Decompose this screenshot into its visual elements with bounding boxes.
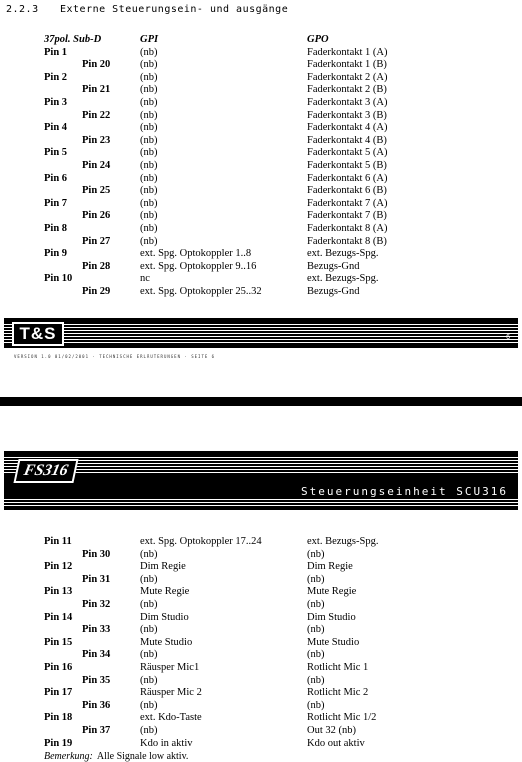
pin-cell: Pin 23 <box>82 134 111 146</box>
table-body-page2 <box>44 536 514 750</box>
gpo-cell: Faderkontakt 8 (B) <box>307 235 387 247</box>
gpi-cell: (nb) <box>140 573 158 585</box>
gpi-header: GPI <box>140 34 159 45</box>
table-row <box>44 198 514 211</box>
pin-cell: Pin 36 <box>82 699 111 711</box>
gpo-cell: (nb) <box>307 649 325 661</box>
section-title: Externe Steuerungsein- und ausgänge <box>60 4 289 15</box>
pin-cell: Pin 13 <box>44 586 73 598</box>
gpo-cell: Faderkontakt 4 (B) <box>307 134 387 146</box>
gpo-cell: Faderkontakt 1 (B) <box>307 59 387 71</box>
gpi-cell: (nb) <box>140 71 158 83</box>
gpo-cell: Rotlicht Mic 1/2 <box>307 712 377 724</box>
pin-cell: Pin 7 <box>44 197 68 209</box>
table-row <box>44 160 514 173</box>
table-row <box>44 72 514 85</box>
gpo-cell: (nb) <box>307 674 325 686</box>
gpo-cell: Faderkontakt 1 (A) <box>307 46 388 58</box>
gpo-header: GPO <box>307 34 329 45</box>
table-row <box>44 210 514 223</box>
gpo-cell: Rotlicht Mic 1 <box>307 661 369 673</box>
pin-cell: Pin 11 <box>44 536 72 547</box>
gpi-cell: Mute Studio <box>140 636 193 648</box>
pin-cell: Pin 35 <box>82 674 111 686</box>
gpi-cell: (nb) <box>140 159 158 171</box>
header-band <box>4 451 518 510</box>
pin-cell: Pin 12 <box>44 561 73 573</box>
gpo-cell: Dim Studio <box>307 611 356 623</box>
pin-cell: Pin 4 <box>44 122 68 134</box>
gpo-cell: Mute Studio <box>307 636 360 648</box>
gpi-cell: ext. Spg. Optokoppler 25..32 <box>140 285 262 297</box>
pin-cell: Pin 14 <box>44 611 73 623</box>
unit-name: Steuerungseinheit SCU316 <box>301 485 508 498</box>
table-row <box>44 236 514 249</box>
pin-cell: Pin 6 <box>44 172 68 184</box>
pin-cell: Pin 15 <box>44 636 73 648</box>
gpi-cell: Mute Regie <box>140 586 190 598</box>
table-row <box>44 147 514 160</box>
table-row <box>44 662 514 675</box>
table-row <box>44 687 514 700</box>
table-row <box>44 173 514 186</box>
page-divider <box>0 397 522 406</box>
connector-header: 37pol. Sub-D <box>44 34 102 45</box>
footer-band <box>4 318 518 348</box>
table-row <box>44 675 514 688</box>
pin-cell: Pin 28 <box>82 260 111 272</box>
table-row <box>44 536 514 549</box>
gpi-cell: (nb) <box>140 598 158 610</box>
remark-label: Bemerkung: <box>44 751 93 762</box>
gpo-cell: Faderkontakt 7 (A) <box>307 197 388 209</box>
table-row <box>44 273 514 286</box>
gpo-cell: Faderkontakt 4 (A) <box>307 122 388 134</box>
pin-cell: Pin 30 <box>82 548 111 560</box>
pin-cell: Pin 27 <box>82 235 111 247</box>
gpi-cell: Dim Studio <box>140 611 189 623</box>
gpi-cell: (nb) <box>140 649 158 661</box>
pin-cell: Pin 33 <box>82 624 111 636</box>
gpi-cell: (nb) <box>140 624 158 636</box>
remark <box>44 751 188 762</box>
gpo-cell: (nb) <box>307 624 325 636</box>
gpi-cell: (nb) <box>140 235 158 247</box>
table-row <box>44 637 514 650</box>
table-row <box>44 110 514 123</box>
gpi-cell: (nb) <box>140 122 158 134</box>
pin-cell: Pin 29 <box>82 285 111 297</box>
pin-cell: Pin 34 <box>82 649 111 661</box>
table-row <box>44 586 514 599</box>
table-row <box>44 738 514 751</box>
gpi-cell: (nb) <box>140 46 158 58</box>
gpi-cell: Dim Regie <box>140 561 186 573</box>
table-row <box>44 574 514 587</box>
table-row <box>44 135 514 148</box>
table-row <box>44 223 514 236</box>
pin-cell: Pin 24 <box>82 159 111 171</box>
gpo-cell: Faderkontakt 3 (A) <box>307 96 388 108</box>
gpo-cell: Faderkontakt 3 (B) <box>307 109 387 121</box>
table-row <box>44 561 514 574</box>
pin-cell: Pin 17 <box>44 687 73 699</box>
pin-cell: Pin 8 <box>44 222 68 234</box>
gpi-cell: (nb) <box>140 548 158 560</box>
gpo-cell: Faderkontakt 2 (A) <box>307 71 388 83</box>
gpo-cell: (nb) <box>307 598 325 610</box>
gpo-cell: (nb) <box>307 573 325 585</box>
page-number: 6 <box>506 334 510 341</box>
gpo-cell: Rotlicht Mic 2 <box>307 687 369 699</box>
gpo-cell: ext. Bezugs-Spg. <box>307 248 379 260</box>
footer-note: VERSION 1.0 01/02/2001 · TECHNISCHE ERLÄUTERUNGEN · SEITE 6 <box>14 354 216 359</box>
gpi-cell: ext. Spg. Optokoppler 17..24 <box>140 536 262 547</box>
pin-cell: Pin 26 <box>82 210 111 222</box>
gpi-cell: ext. Spg. Optokoppler 1..8 <box>140 248 252 260</box>
gpi-cell: (nb) <box>140 699 158 711</box>
gpi-cell: (nb) <box>140 197 158 209</box>
pin-cell: Pin 1 <box>44 46 68 58</box>
footer-stripes <box>4 322 518 344</box>
gpo-cell: (nb) <box>307 699 325 711</box>
pin-cell: Pin 21 <box>82 84 111 96</box>
gpi-cell: (nb) <box>140 185 158 197</box>
pin-cell: Pin 31 <box>82 573 111 585</box>
table-row <box>44 599 514 612</box>
gpo-cell: Faderkontakt 8 (A) <box>307 222 388 234</box>
gpo-cell: Kdo out aktiv <box>307 737 365 749</box>
gpo-cell: Faderkontakt 7 (B) <box>307 210 387 222</box>
pin-cell: Pin 19 <box>44 737 73 749</box>
pin-cell: Pin 3 <box>44 96 68 108</box>
gpo-cell: ext. Bezugs-Spg. <box>307 536 379 547</box>
gpi-cell: (nb) <box>140 674 158 686</box>
table-row <box>44 261 514 274</box>
gpo-cell: Faderkontakt 2 (B) <box>307 84 387 96</box>
section-heading <box>6 4 288 15</box>
pin-cell: Pin 32 <box>82 598 111 610</box>
fs316-logo: FS316 <box>13 459 78 483</box>
gpo-cell: Faderkontakt 6 (A) <box>307 172 388 184</box>
gpi-cell: (nb) <box>140 210 158 222</box>
table-row <box>44 286 514 299</box>
gpo-cell: Faderkontakt 5 (A) <box>307 147 388 159</box>
pin-cell: Pin 16 <box>44 661 73 673</box>
gpi-cell: (nb) <box>140 724 158 736</box>
gpi-cell: (nb) <box>140 222 158 234</box>
table-row <box>44 97 514 110</box>
table-row <box>44 712 514 725</box>
gpi-cell: (nb) <box>140 147 158 159</box>
table-row <box>44 612 514 625</box>
gpi-cell: ext. Spg. Optokoppler 9..16 <box>140 260 257 272</box>
gpo-cell: Mute Regie <box>307 586 357 598</box>
gpo-cell: Faderkontakt 6 (B) <box>307 185 387 197</box>
gpi-cell: nc <box>140 273 150 285</box>
table-row <box>44 549 514 562</box>
pin-cell: Pin 18 <box>44 712 73 724</box>
pin-cell: Pin 10 <box>44 273 73 285</box>
pin-cell: Pin 5 <box>44 147 68 159</box>
gpi-cell: (nb) <box>140 134 158 146</box>
table-header <box>44 34 514 47</box>
table-row <box>44 624 514 637</box>
pin-cell: Pin 37 <box>82 724 111 736</box>
gpo-cell: Faderkontakt 5 (B) <box>307 159 387 171</box>
gpi-cell: ext. Kdo-Taste <box>140 712 202 724</box>
ts-logo: T&S <box>12 322 64 346</box>
gpo-cell: (nb) <box>307 548 325 560</box>
gpi-cell: (nb) <box>140 96 158 108</box>
table-row <box>44 122 514 135</box>
section-number: 2.2.3 <box>6 4 39 15</box>
gpi-cell: (nb) <box>140 172 158 184</box>
pin-table-page2 <box>44 536 514 750</box>
pin-cell: Pin 2 <box>44 71 68 83</box>
table-row <box>44 185 514 198</box>
table-row <box>44 84 514 97</box>
pin-cell: Pin 20 <box>82 59 111 71</box>
gpi-cell: (nb) <box>140 84 158 96</box>
table-body-page1 <box>44 47 514 299</box>
table-row <box>44 47 514 60</box>
gpo-cell: Out 32 (nb) <box>307 724 356 736</box>
table-row <box>44 725 514 738</box>
table-row <box>44 59 514 72</box>
gpi-cell: (nb) <box>140 109 158 121</box>
gpo-cell: Dim Regie <box>307 561 353 573</box>
gpo-cell: Bezugs-Gnd <box>307 285 360 297</box>
remark-text: Alle Signale low aktiv. <box>96 751 189 762</box>
gpo-cell: Bezugs-Gnd <box>307 260 360 272</box>
gpo-cell: ext. Bezugs-Spg. <box>307 273 379 285</box>
table-row <box>44 700 514 713</box>
gpi-cell: Räusper Mic 2 <box>140 687 202 699</box>
pin-cell: Pin 22 <box>82 109 111 121</box>
gpi-cell: Räusper Mic1 <box>140 661 200 673</box>
pin-cell: Pin 25 <box>82 185 111 197</box>
table-row <box>44 248 514 261</box>
gpi-cell: Kdo in aktiv <box>140 737 193 749</box>
table-row <box>44 649 514 662</box>
pin-table-page1 <box>44 34 514 298</box>
gpi-cell: (nb) <box>140 59 158 71</box>
pin-cell: Pin 9 <box>44 248 68 260</box>
